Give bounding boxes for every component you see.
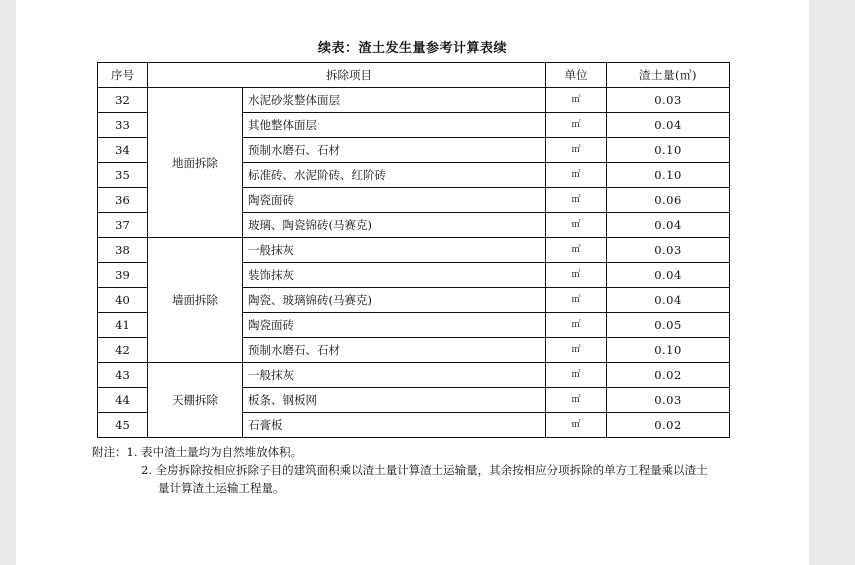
row-number: 34 xyxy=(98,138,148,163)
notes xyxy=(92,443,792,497)
item-name: 其他整体面层 xyxy=(243,113,546,138)
table-title: 续表：渣土发生量参考计算表续 xyxy=(317,41,507,56)
category-cell: 地面拆除 xyxy=(148,88,243,238)
table-row xyxy=(98,238,730,263)
row-number: 37 xyxy=(98,213,148,238)
table-row xyxy=(98,363,730,388)
quantity-cell: 0.06 xyxy=(607,188,730,213)
unit-cell: ㎡ xyxy=(546,388,607,413)
viewer-gutter xyxy=(809,0,855,565)
quantity-cell: 0.04 xyxy=(607,213,730,238)
item-name: 板条、钢板网 xyxy=(243,388,546,413)
item-name: 陶瓷面砖 xyxy=(243,313,546,338)
quantity-cell: 0.03 xyxy=(607,238,730,263)
table-row xyxy=(98,88,730,113)
quantity-cell: 0.10 xyxy=(607,338,730,363)
note-2: 2. 全房拆除按相应拆除子目的建筑面积乘以渣土量计算渣土运输量，其余按相应分项拆除的单方工程量乘以渣土 xyxy=(141,463,708,477)
quantity-cell: 0.02 xyxy=(607,363,730,388)
debris-table xyxy=(97,62,730,438)
row-number: 41 xyxy=(98,313,148,338)
unit-cell: ㎡ xyxy=(546,413,607,438)
document-page xyxy=(16,0,809,565)
unit-cell: ㎡ xyxy=(546,288,607,313)
table-header-row xyxy=(98,63,730,88)
row-number: 35 xyxy=(98,163,148,188)
item-name: 预制水磨石、石材 xyxy=(243,338,546,363)
unit-cell: ㎡ xyxy=(546,138,607,163)
item-name: 预制水磨石、石材 xyxy=(243,138,546,163)
row-number: 38 xyxy=(98,238,148,263)
item-name: 标准砖、水泥阶砖、红阶砖 xyxy=(243,163,546,188)
item-name: 水泥砂浆整体面层 xyxy=(243,88,546,113)
quantity-cell: 0.10 xyxy=(607,163,730,188)
quantity-cell: 0.04 xyxy=(607,263,730,288)
item-name: 石膏板 xyxy=(243,413,546,438)
item-name: 一般抹灰 xyxy=(243,238,546,263)
unit-cell: ㎡ xyxy=(546,113,607,138)
header-item: 拆除项目 xyxy=(148,63,546,88)
quantity-cell: 0.04 xyxy=(607,288,730,313)
unit-cell: ㎡ xyxy=(546,213,607,238)
unit-cell: ㎡ xyxy=(546,338,607,363)
header-unit: 单位 xyxy=(546,63,607,88)
row-number: 36 xyxy=(98,188,148,213)
unit-cell: ㎡ xyxy=(546,163,607,188)
unit-cell: ㎡ xyxy=(546,188,607,213)
row-number: 40 xyxy=(98,288,148,313)
header-no: 序号 xyxy=(98,63,148,88)
unit-cell: ㎡ xyxy=(546,363,607,388)
unit-cell: ㎡ xyxy=(546,263,607,288)
quantity-cell: 0.10 xyxy=(607,138,730,163)
note-2-continued: 量计算渣土运输工程量。 xyxy=(158,481,285,495)
row-number: 45 xyxy=(98,413,148,438)
category-cell: 天棚拆除 xyxy=(148,363,243,438)
note-1: 附注：1. 表中渣土量均为自然堆放体积。 xyxy=(92,445,303,459)
row-number: 39 xyxy=(98,263,148,288)
row-number: 43 xyxy=(98,363,148,388)
quantity-cell: 0.03 xyxy=(607,88,730,113)
quantity-cell: 0.05 xyxy=(607,313,730,338)
quantity-cell: 0.02 xyxy=(607,413,730,438)
row-number: 44 xyxy=(98,388,148,413)
unit-cell: ㎡ xyxy=(546,88,607,113)
category-cell: 墙面拆除 xyxy=(148,238,243,363)
item-name: 玻璃、陶瓷锦砖(马赛克) xyxy=(243,213,546,238)
quantity-cell: 0.03 xyxy=(607,388,730,413)
item-name: 装饰抹灰 xyxy=(243,263,546,288)
row-number: 33 xyxy=(98,113,148,138)
header-qty: 渣土量(㎥) xyxy=(607,63,730,88)
item-name: 陶瓷面砖 xyxy=(243,188,546,213)
quantity-cell: 0.04 xyxy=(607,113,730,138)
item-name: 一般抹灰 xyxy=(243,363,546,388)
row-number: 42 xyxy=(98,338,148,363)
unit-cell: ㎡ xyxy=(546,238,607,263)
row-number: 32 xyxy=(98,88,148,113)
item-name: 陶瓷、玻璃锦砖(马赛克) xyxy=(243,288,546,313)
unit-cell: ㎡ xyxy=(546,313,607,338)
